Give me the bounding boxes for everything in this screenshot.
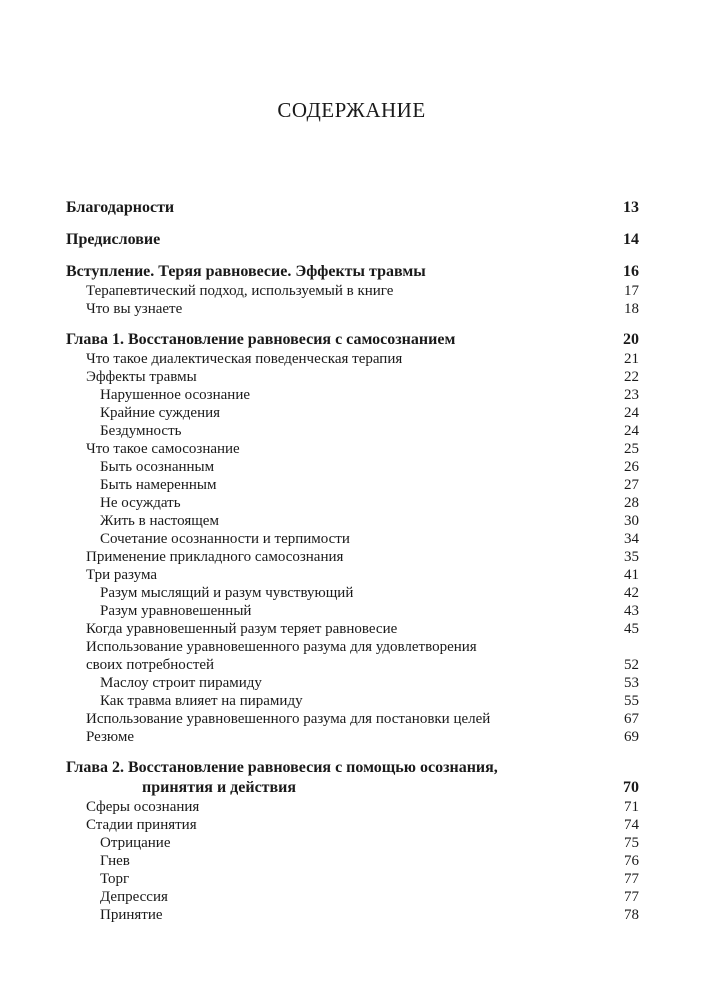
toc-entry[interactable] xyxy=(66,816,639,834)
toc-entry[interactable] xyxy=(66,620,639,638)
toc-entry[interactable] xyxy=(66,834,639,852)
toc-entry-page: 26 xyxy=(624,459,639,475)
toc-entry-page: 30 xyxy=(624,513,639,529)
toc-entry-label: Стадии принятия xyxy=(86,817,197,833)
toc-entry-page: 27 xyxy=(624,477,639,493)
toc-entry-page: 24 xyxy=(624,405,639,421)
toc-entry[interactable] xyxy=(66,330,639,350)
toc-entry-label: Отрицание xyxy=(100,835,171,851)
toc-entry-label-continued: принятия и действия xyxy=(142,779,297,796)
toc-entry[interactable] xyxy=(66,798,639,816)
toc-entry-page: 24 xyxy=(624,423,639,439)
toc-entry[interactable] xyxy=(66,386,639,404)
toc-entry[interactable] xyxy=(66,512,639,530)
toc-entry-label: Использование уравновешенного разума для удовлетворения xyxy=(86,639,477,655)
toc-entry[interactable] xyxy=(66,368,639,386)
toc-entry-label: Терапевтический подход, используемый в книге xyxy=(86,283,394,299)
toc-entry-label: Быть намеренным xyxy=(100,477,217,493)
toc-entry[interactable] xyxy=(66,728,639,746)
toc-entry[interactable] xyxy=(66,638,639,656)
toc-entry[interactable] xyxy=(66,758,639,778)
toc-entry[interactable] xyxy=(66,870,639,888)
toc-entry-page: 23 xyxy=(624,387,639,403)
toc-entry-label: Депрессия xyxy=(100,889,168,905)
toc-entry-label: Нарушенное осознание xyxy=(100,387,250,403)
toc-entry[interactable] xyxy=(66,262,639,282)
toc-entry-label: Сферы осознания xyxy=(86,799,200,815)
toc-entry[interactable] xyxy=(66,548,639,566)
toc-entry[interactable] xyxy=(66,300,639,318)
toc-entry-label: Использование уравновешенного разума для постановки целей xyxy=(86,711,491,727)
toc-entry-label: Жить в настоящем xyxy=(100,513,219,529)
toc-entry-page: 77 xyxy=(624,871,639,887)
toc-entry-label: Резюме xyxy=(86,729,135,745)
toc-entry-label: Что такое самосознание xyxy=(86,441,240,457)
toc-entry[interactable] xyxy=(66,350,639,368)
toc-entry-label: Разум уравновешенный xyxy=(100,603,252,619)
toc-entry[interactable] xyxy=(66,906,639,924)
toc-entry-page: 42 xyxy=(624,585,639,601)
toc-entry[interactable] xyxy=(66,566,639,584)
toc-entry-page: 21 xyxy=(624,351,639,367)
table-of-contents xyxy=(66,198,639,924)
toc-entry-page: 28 xyxy=(624,495,639,511)
toc-entry-page: 14 xyxy=(623,231,639,248)
toc-entry-label: Гнев xyxy=(100,853,130,869)
toc-entry[interactable] xyxy=(66,198,639,218)
toc-entry-page: 71 xyxy=(624,799,639,815)
toc-entry-label: Сочетание осознанности и терпимости xyxy=(100,531,350,547)
toc-entry-label: Когда уравновешенный разум теряет равновесие xyxy=(86,621,398,637)
toc-entry-label: Предисловие xyxy=(66,231,161,248)
toc-entry-label: Не осуждать xyxy=(100,495,181,511)
toc-entry-page: 74 xyxy=(624,817,639,833)
toc-entry[interactable] xyxy=(66,530,639,548)
toc-entry-page: 43 xyxy=(624,603,639,619)
toc-entry-label: Крайние суждения xyxy=(100,405,221,421)
toc-entry-label: Три разума xyxy=(86,567,157,583)
toc-entry[interactable] xyxy=(66,476,639,494)
toc-entry-page: 77 xyxy=(624,889,639,905)
toc-entry-label: Принятие xyxy=(100,907,163,923)
toc-entry-label: Эффекты травмы xyxy=(86,369,197,385)
toc-entry-page: 22 xyxy=(624,369,639,385)
page-title: СОДЕРЖАНИЕ xyxy=(277,98,426,122)
toc-entry[interactable] xyxy=(66,494,639,512)
toc-entry-page: 55 xyxy=(624,693,639,709)
toc-entry-label: Бездумность xyxy=(100,423,182,439)
toc-entry-label: Вступление. Теряя равновесие. Эффекты травмы xyxy=(66,263,426,280)
toc-entry[interactable] xyxy=(66,888,639,906)
toc-entry-page: 18 xyxy=(624,301,639,317)
toc-entry-page: 45 xyxy=(624,621,639,637)
toc-entry-page: 67 xyxy=(624,711,639,727)
toc-entry-page: 70 xyxy=(623,779,639,796)
toc-entry[interactable] xyxy=(66,852,639,870)
toc-entry-page: 78 xyxy=(624,907,639,923)
toc-entry-page: 25 xyxy=(624,441,639,457)
toc-entry[interactable] xyxy=(66,710,639,728)
toc-entry-label: Быть осознанным xyxy=(100,459,215,475)
toc-entry-page: 52 xyxy=(624,657,639,673)
toc-entry-label: Что вы узнаете xyxy=(86,301,183,317)
toc-entry[interactable] xyxy=(66,674,639,692)
toc-entry-label: Благодарности xyxy=(66,199,175,216)
toc-entry[interactable] xyxy=(66,584,639,602)
toc-entry-page: 53 xyxy=(624,675,639,691)
toc-entry-page: 75 xyxy=(624,835,639,851)
toc-entry-continuation[interactable] xyxy=(66,778,639,798)
toc-entry-page: 41 xyxy=(624,567,639,583)
toc-entry-label-continued: своих потребностей xyxy=(86,657,215,673)
toc-entry[interactable] xyxy=(66,440,639,458)
toc-entry-label: Глава 1. Восстановление равновесия с самосознанием xyxy=(66,331,456,348)
toc-entry-label: Применение прикладного самосознания xyxy=(86,549,344,565)
toc-entry-page: 34 xyxy=(624,531,639,547)
toc-entry-page: 16 xyxy=(623,263,639,280)
toc-entry[interactable] xyxy=(66,282,639,300)
toc-entry-label: Торг xyxy=(100,871,130,887)
toc-entry-page: 76 xyxy=(624,853,639,869)
toc-entry[interactable] xyxy=(66,602,639,620)
toc-entry-label: Что такое диалектическая поведенческая терапия xyxy=(86,351,403,367)
toc-entry-page: 17 xyxy=(624,283,639,299)
toc-entry-page: 13 xyxy=(623,199,639,216)
toc-entry-page: 20 xyxy=(623,331,639,348)
toc-entry[interactable] xyxy=(66,458,639,476)
toc-entry[interactable] xyxy=(66,230,639,250)
toc-entry-label: Маслоу строит пирамиду xyxy=(100,675,262,691)
toc-entry-label: Глава 2. Восстановление равновесия с помощью осознания, xyxy=(66,759,498,776)
toc-entry-label: Разум мыслящий и разум чувствующий xyxy=(100,585,354,601)
toc-entry[interactable] xyxy=(66,692,639,710)
toc-entry-label: Как травма влияет на пирамиду xyxy=(100,693,303,709)
toc-entry[interactable] xyxy=(66,422,639,440)
toc-entry-continuation[interactable] xyxy=(66,656,639,674)
toc-entry[interactable] xyxy=(66,404,639,422)
toc-entry-page: 35 xyxy=(624,549,639,565)
toc-entry-page: 69 xyxy=(624,729,639,745)
